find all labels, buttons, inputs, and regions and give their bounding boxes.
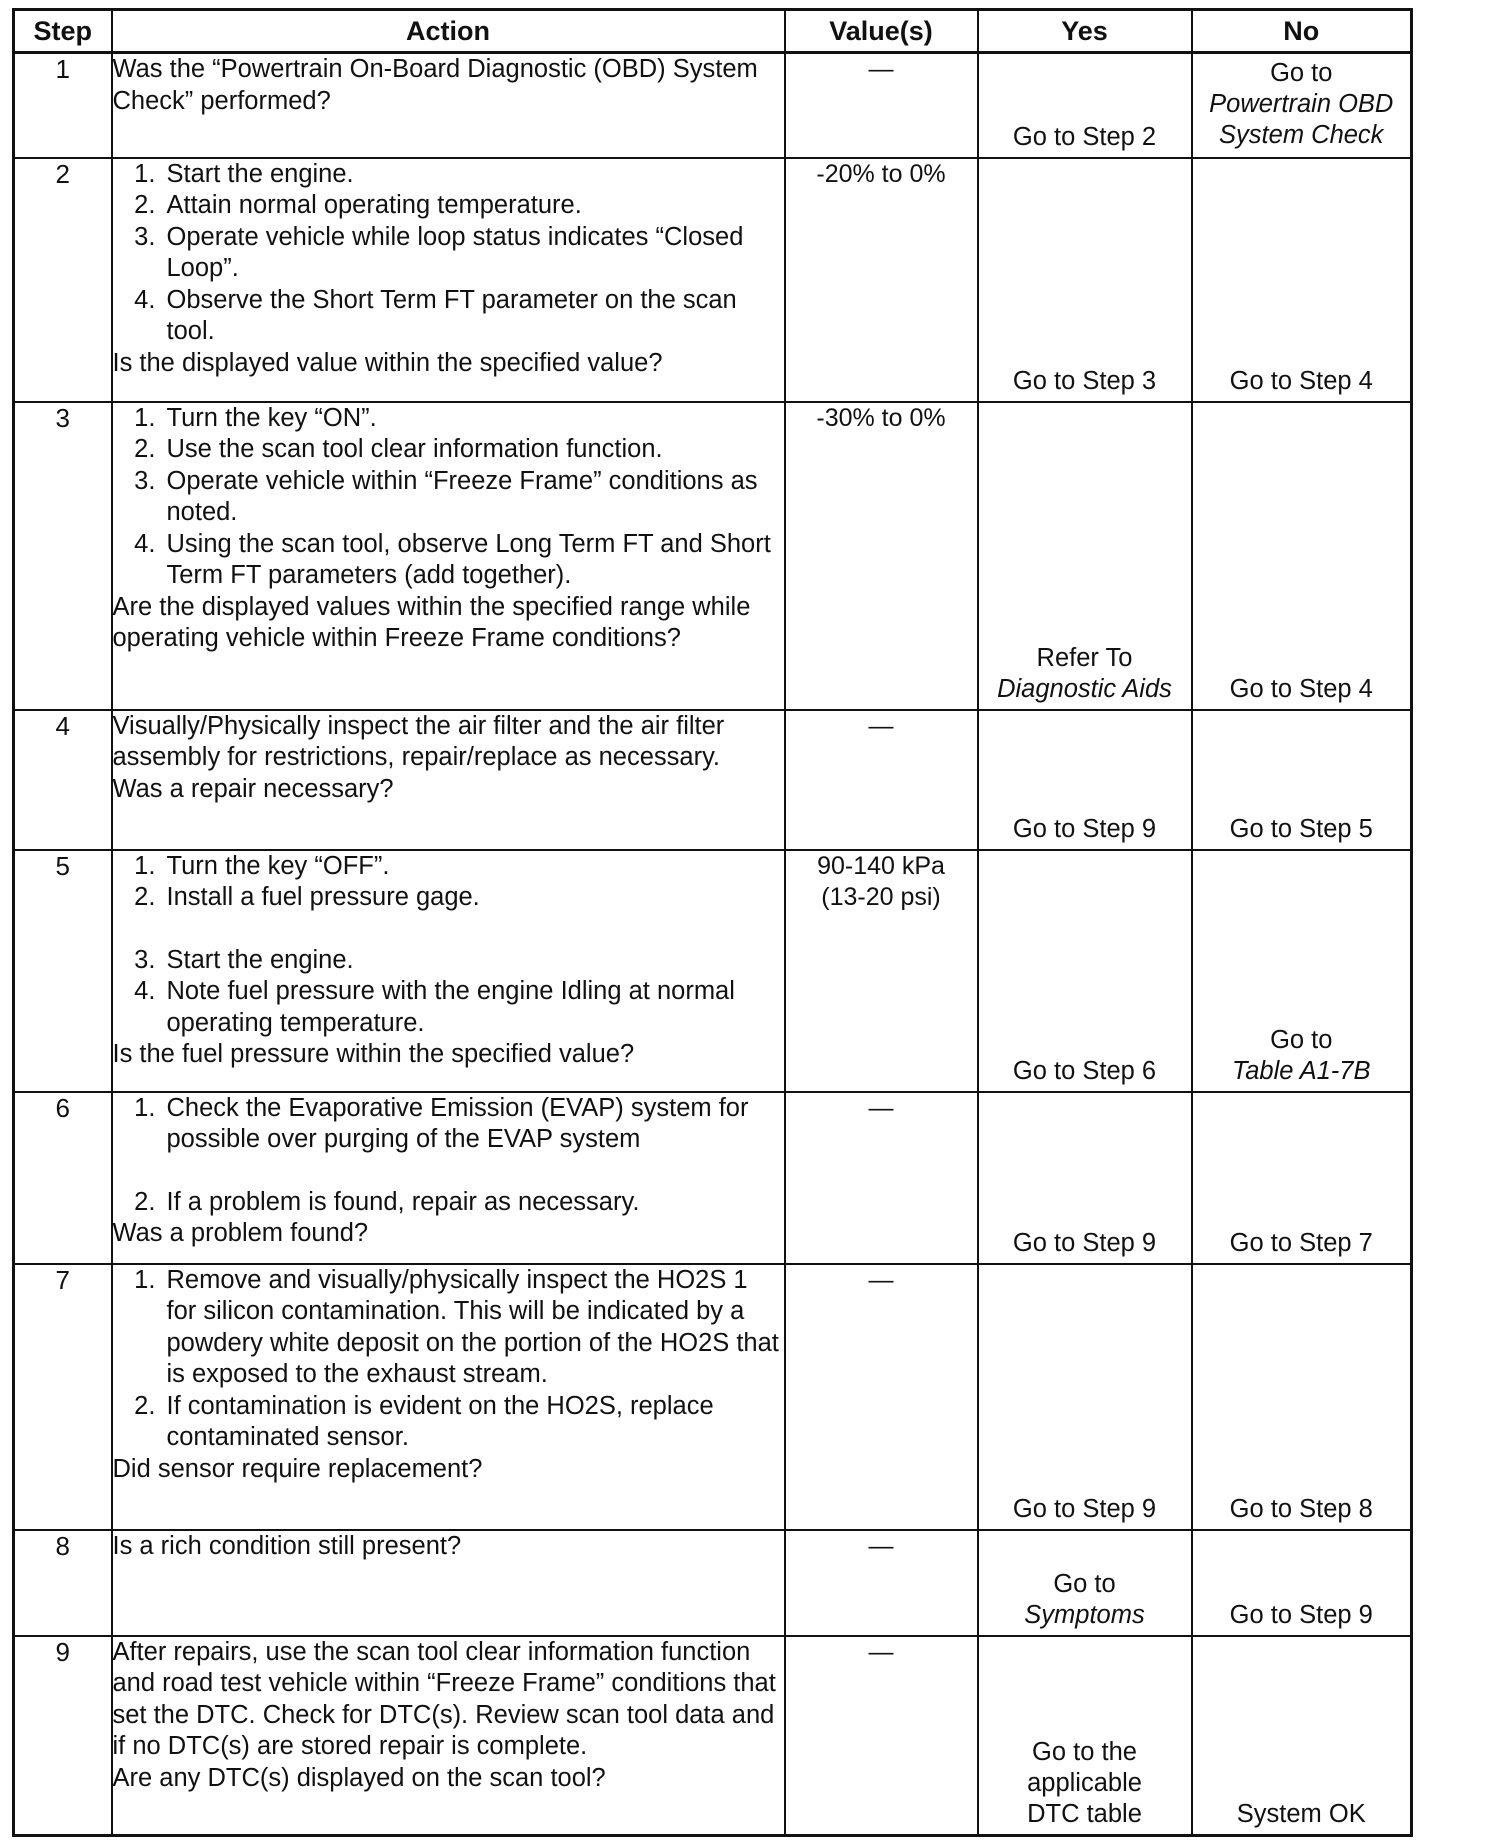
header-values: Value(s) (785, 10, 978, 53)
value-line: (13-20 psi) (821, 882, 941, 911)
step-number: 8 (14, 1530, 112, 1636)
action-cell (112, 402, 785, 710)
no-result: Go to Step 4 (1229, 674, 1373, 703)
action-question: Are any DTC(s) displayed on the scan tool? (112, 1763, 606, 1792)
action-question: Is the fuel pressure within the specified value? (112, 1040, 635, 1068)
yes-result-line: Go to the (1032, 1738, 1137, 1766)
no-result: Go to Step 8 (1229, 1494, 1373, 1523)
header-action: Action (112, 10, 785, 53)
action-cell (112, 158, 785, 402)
action-substep: 4. Using the scan tool, observe Long Term FT and Short Term FT parameters (add together). (163, 529, 784, 592)
no-cell (1192, 1636, 1412, 1836)
no-result: Go to Step 9 (1229, 1600, 1373, 1629)
table-row (14, 53, 1412, 158)
no-result-line: Go to (1270, 1025, 1333, 1054)
no-result: System OK (1236, 1800, 1366, 1828)
step-number: 3 (14, 402, 112, 710)
action-substep: 3. Operate vehicle within “Freeze Frame” conditions as noted. (163, 466, 784, 529)
step-number: 7 (14, 1264, 112, 1530)
yes-cell (978, 850, 1192, 1092)
action-cell (112, 1530, 785, 1636)
action-substep: 3. Start the engine. (163, 945, 784, 977)
no-result: Go to Step 5 (1229, 814, 1373, 843)
yes-cell (978, 402, 1192, 710)
action-cell (112, 710, 785, 850)
action-substep: 2. If contamination is evident on the HO2S, replace contaminated sensor. (163, 1391, 784, 1454)
action-substep: 1. Turn the key “ON”. (163, 403, 784, 435)
action-question: Is the displayed value within the specified value? (112, 348, 663, 377)
no-cell (1192, 850, 1412, 1092)
value-cell: -30% to 0% (785, 402, 978, 710)
no-result-line: Go to (1270, 59, 1333, 87)
action-substep: 2. If a problem is found, repair as necessary. (163, 1187, 784, 1219)
value-cell (785, 850, 978, 1092)
yes-result-link: Symptoms (1024, 1600, 1145, 1629)
action-substep: 2. Attain normal operating temperature. (163, 190, 784, 222)
yes-result: Go to Step 2 (1012, 122, 1157, 151)
table-row (14, 402, 1412, 710)
no-cell (1192, 1092, 1412, 1264)
action-cell (112, 850, 785, 1092)
header-yes: Yes (978, 10, 1192, 53)
step-number: 6 (14, 1092, 112, 1264)
value-cell: — (785, 53, 978, 158)
table-row (14, 710, 1412, 850)
table-row (14, 850, 1412, 1092)
step-number: 2 (14, 158, 112, 402)
yes-cell (978, 1530, 1192, 1636)
table-row (14, 1264, 1412, 1530)
header-step: Step (14, 10, 112, 53)
value-cell: -20% to 0% (785, 158, 978, 402)
action-cell (112, 53, 785, 158)
yes-result-line: DTC table (1027, 1800, 1142, 1828)
yes-cell (978, 710, 1192, 850)
value-cell: — (785, 1092, 978, 1264)
value-cell: — (785, 1636, 978, 1836)
yes-result-link: Diagnostic Aids (997, 674, 1172, 703)
action-question: Was a repair necessary? (112, 774, 394, 803)
yes-result: Go to Step 6 (1012, 1056, 1157, 1085)
action-question: Did sensor require replacement? (112, 1454, 483, 1483)
no-result-link: Table A1-7B (1232, 1056, 1371, 1085)
action-text: After repairs, use the scan tool clear information function and road test vehicle within “Freeze Frame” conditions that set the DTC. Check for DTC(s). Review scan tool data and if no DTC(s) are stored repair is complete. (112, 1637, 776, 1760)
table-row (14, 1530, 1412, 1636)
no-result-link: Powertrain OBD (1209, 90, 1394, 118)
no-cell (1192, 402, 1412, 710)
action-substep: 2. Use the scan tool clear information function. (163, 434, 784, 466)
action-text: Is a rich condition still present? (112, 1531, 462, 1560)
value-cell: — (785, 710, 978, 850)
action-substep: 4. Note fuel pressure with the engine Idling at normal operating temperature. (163, 976, 784, 1039)
action-question: Are the displayed values within the specified range while operating vehicle within Freeze Frame conditions? (112, 592, 751, 652)
action-substep: 1. Remove and visually/physically inspect the HO2S 1 for silicon contamination. This will be indicated by a powdery white deposit on the portion of the HO2S that is exposed to the exhaust stream. (163, 1265, 784, 1391)
action-substep: 1. Check the Evaporative Emission (EVAP) system for possible over purging of the EVAP system (163, 1093, 784, 1156)
no-result: Go to Step 7 (1229, 1228, 1373, 1257)
yes-cell (978, 1636, 1192, 1836)
action-substep: 1. Start the engine. (163, 159, 784, 191)
yes-cell (978, 158, 1192, 402)
table-header-row (14, 10, 1412, 53)
list-gap (163, 1156, 784, 1187)
yes-cell (978, 1264, 1192, 1530)
action-text: Was the “Powertrain On-Board Diagnostic (OBD) System Check” performed? (112, 55, 758, 115)
table-row (14, 158, 1412, 402)
action-substep: 3. Operate vehicle while loop status indicates “Closed Loop”. (163, 222, 784, 285)
step-number: 9 (14, 1636, 112, 1836)
yes-result: Go to Step 3 (1012, 366, 1157, 395)
action-question: Was a problem found? (112, 1219, 369, 1247)
no-result-link: System Check (1219, 121, 1384, 149)
yes-cell (978, 1092, 1192, 1264)
value-line: 90-140 kPa (817, 851, 945, 880)
no-result: Go to Step 4 (1229, 366, 1373, 395)
yes-result: Go to Step 9 (1012, 1228, 1157, 1257)
yes-cell (978, 53, 1192, 158)
action-substep: 4. Observe the Short Term FT parameter on the scan tool. (163, 285, 784, 348)
action-substep: 2. Install a fuel pressure gage. (163, 882, 784, 914)
no-cell (1192, 1264, 1412, 1530)
step-number: 1 (14, 53, 112, 158)
step-number: 5 (14, 850, 112, 1092)
table-row (14, 1636, 1412, 1836)
action-cell (112, 1092, 785, 1264)
no-cell (1192, 1530, 1412, 1636)
yes-result-line: Go to (1053, 1569, 1116, 1598)
no-cell (1192, 53, 1412, 158)
no-cell (1192, 710, 1412, 850)
action-text: Visually/Physically inspect the air filter and the air filter assembly for restrictions, repair/replace as necessary. (112, 711, 725, 771)
action-cell (112, 1264, 785, 1530)
yes-result: Go to Step 9 (1012, 814, 1157, 843)
value-cell: — (785, 1264, 978, 1530)
action-cell (112, 1636, 785, 1836)
no-cell (1192, 158, 1412, 402)
yes-result: Go to Step 9 (1012, 1494, 1157, 1523)
yes-result-line: applicable (1027, 1769, 1142, 1797)
header-no: No (1192, 10, 1412, 53)
yes-result-line: Refer To (1036, 643, 1133, 672)
action-substep: 1. Turn the key “OFF”. (163, 851, 784, 883)
value-cell: — (785, 1530, 978, 1636)
diagnostic-table (12, 8, 1413, 1837)
list-gap (163, 914, 784, 945)
step-number: 4 (14, 710, 112, 850)
table-row (14, 1092, 1412, 1264)
